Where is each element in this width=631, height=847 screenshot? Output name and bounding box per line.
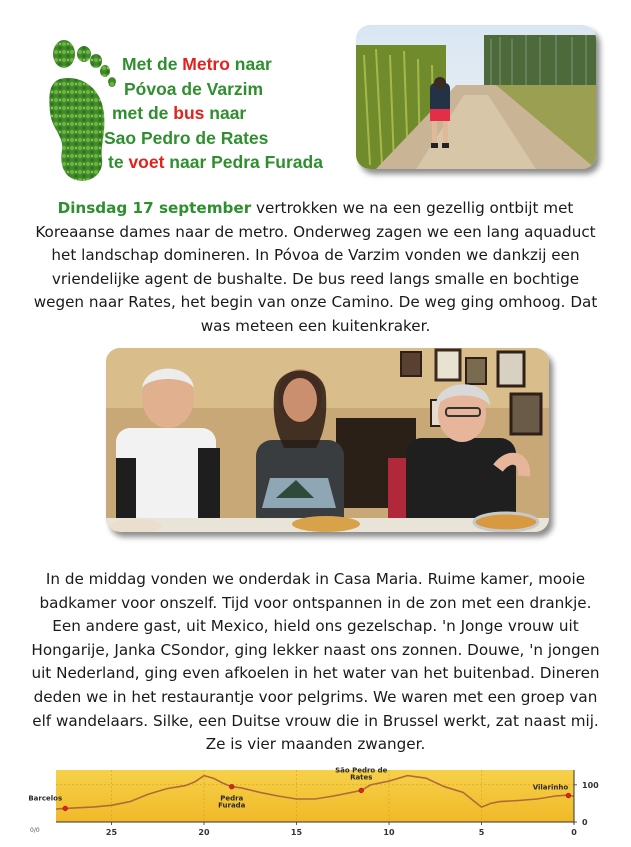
intro-paragraph: [30, 197, 601, 339]
stop-marker: [229, 784, 234, 789]
intro-text: vertrokken we na een gezellig ontbijt met Koreaanse dames naar de metro. Onderweg zagen we een lang aquaduct het landschap domineren. In Póvoa de Varzim vonden we dankzij een vriendelijke agent de bushalte. De bus reed langs smalle en bochtige wegen naar Rates, het begin van onze Camino. De weg ging omhoog. Dat was meteen een kuitenkraker.: [33, 199, 598, 335]
x-tick-label: 25: [105, 828, 118, 837]
stop-marker: [359, 788, 364, 793]
stop-label: Pedra Furada: [218, 794, 246, 810]
y-tick-label: 0: [582, 818, 588, 827]
elevation-corner-label: 0/0: [30, 827, 40, 834]
y-tick-label: 100: [582, 780, 599, 790]
elevation-profile: [28, 764, 613, 840]
date-highlight: Dinsdag 17 september: [57, 199, 252, 217]
header-title: [102, 52, 352, 175]
photo-walker-on-path: [356, 25, 596, 169]
x-tick-label: 10: [383, 828, 395, 837]
stop-label: Barcelos: [28, 794, 63, 803]
elevation-background: [56, 770, 574, 822]
x-tick-label: 15: [290, 828, 303, 837]
x-tick-label: 5: [478, 828, 485, 837]
title-line-4: Sao Pedro de Rates: [104, 127, 269, 148]
afternoon-paragraph: [30, 568, 601, 757]
title-line-1: Met de Metro naar: [122, 54, 272, 74]
elevation-y-ticks: [574, 781, 599, 827]
stop-marker: [63, 806, 68, 811]
photo-dinner-table: [106, 348, 549, 532]
stop-label: Vilarinho: [532, 783, 569, 792]
elevation-x-ticks: [106, 822, 577, 837]
stop-marker: [566, 793, 571, 798]
title-line-5: te voet naar Pedra Furada: [108, 152, 323, 172]
x-tick-label: 20: [198, 828, 210, 837]
title-line-3: met de bus naar: [112, 103, 247, 123]
afternoon-text: In de middag vonden we onderdak in Casa Maria. Ruime kamer, mooie badkamer voor onszelf. Tijd voor ontspannen in de zon met een drankje. Een andere gast, uit Mexico, hield ons gezelschap. 'n Jonge vrouw uit Hongarije, Janka CSondor, ging lekker naast ons zonnen. Douwe, 'n jongen uit Nederland, ging even afkoelen in het water van het buitenbad. Dineren deden we in het restaurantje voor pelgrims. We waren met een groep van elf wandelaars. Silke, een Duitse vrouw die in Brussel werkt, zat naast mij. Ze is vier maanden zwanger.: [31, 570, 600, 754]
elevation-chart: [28, 764, 613, 840]
stop-label: São Pedro de Rates: [335, 766, 388, 782]
x-tick-label: 0: [571, 828, 577, 837]
title-line-2: Póvoa de Varzim: [124, 78, 264, 99]
